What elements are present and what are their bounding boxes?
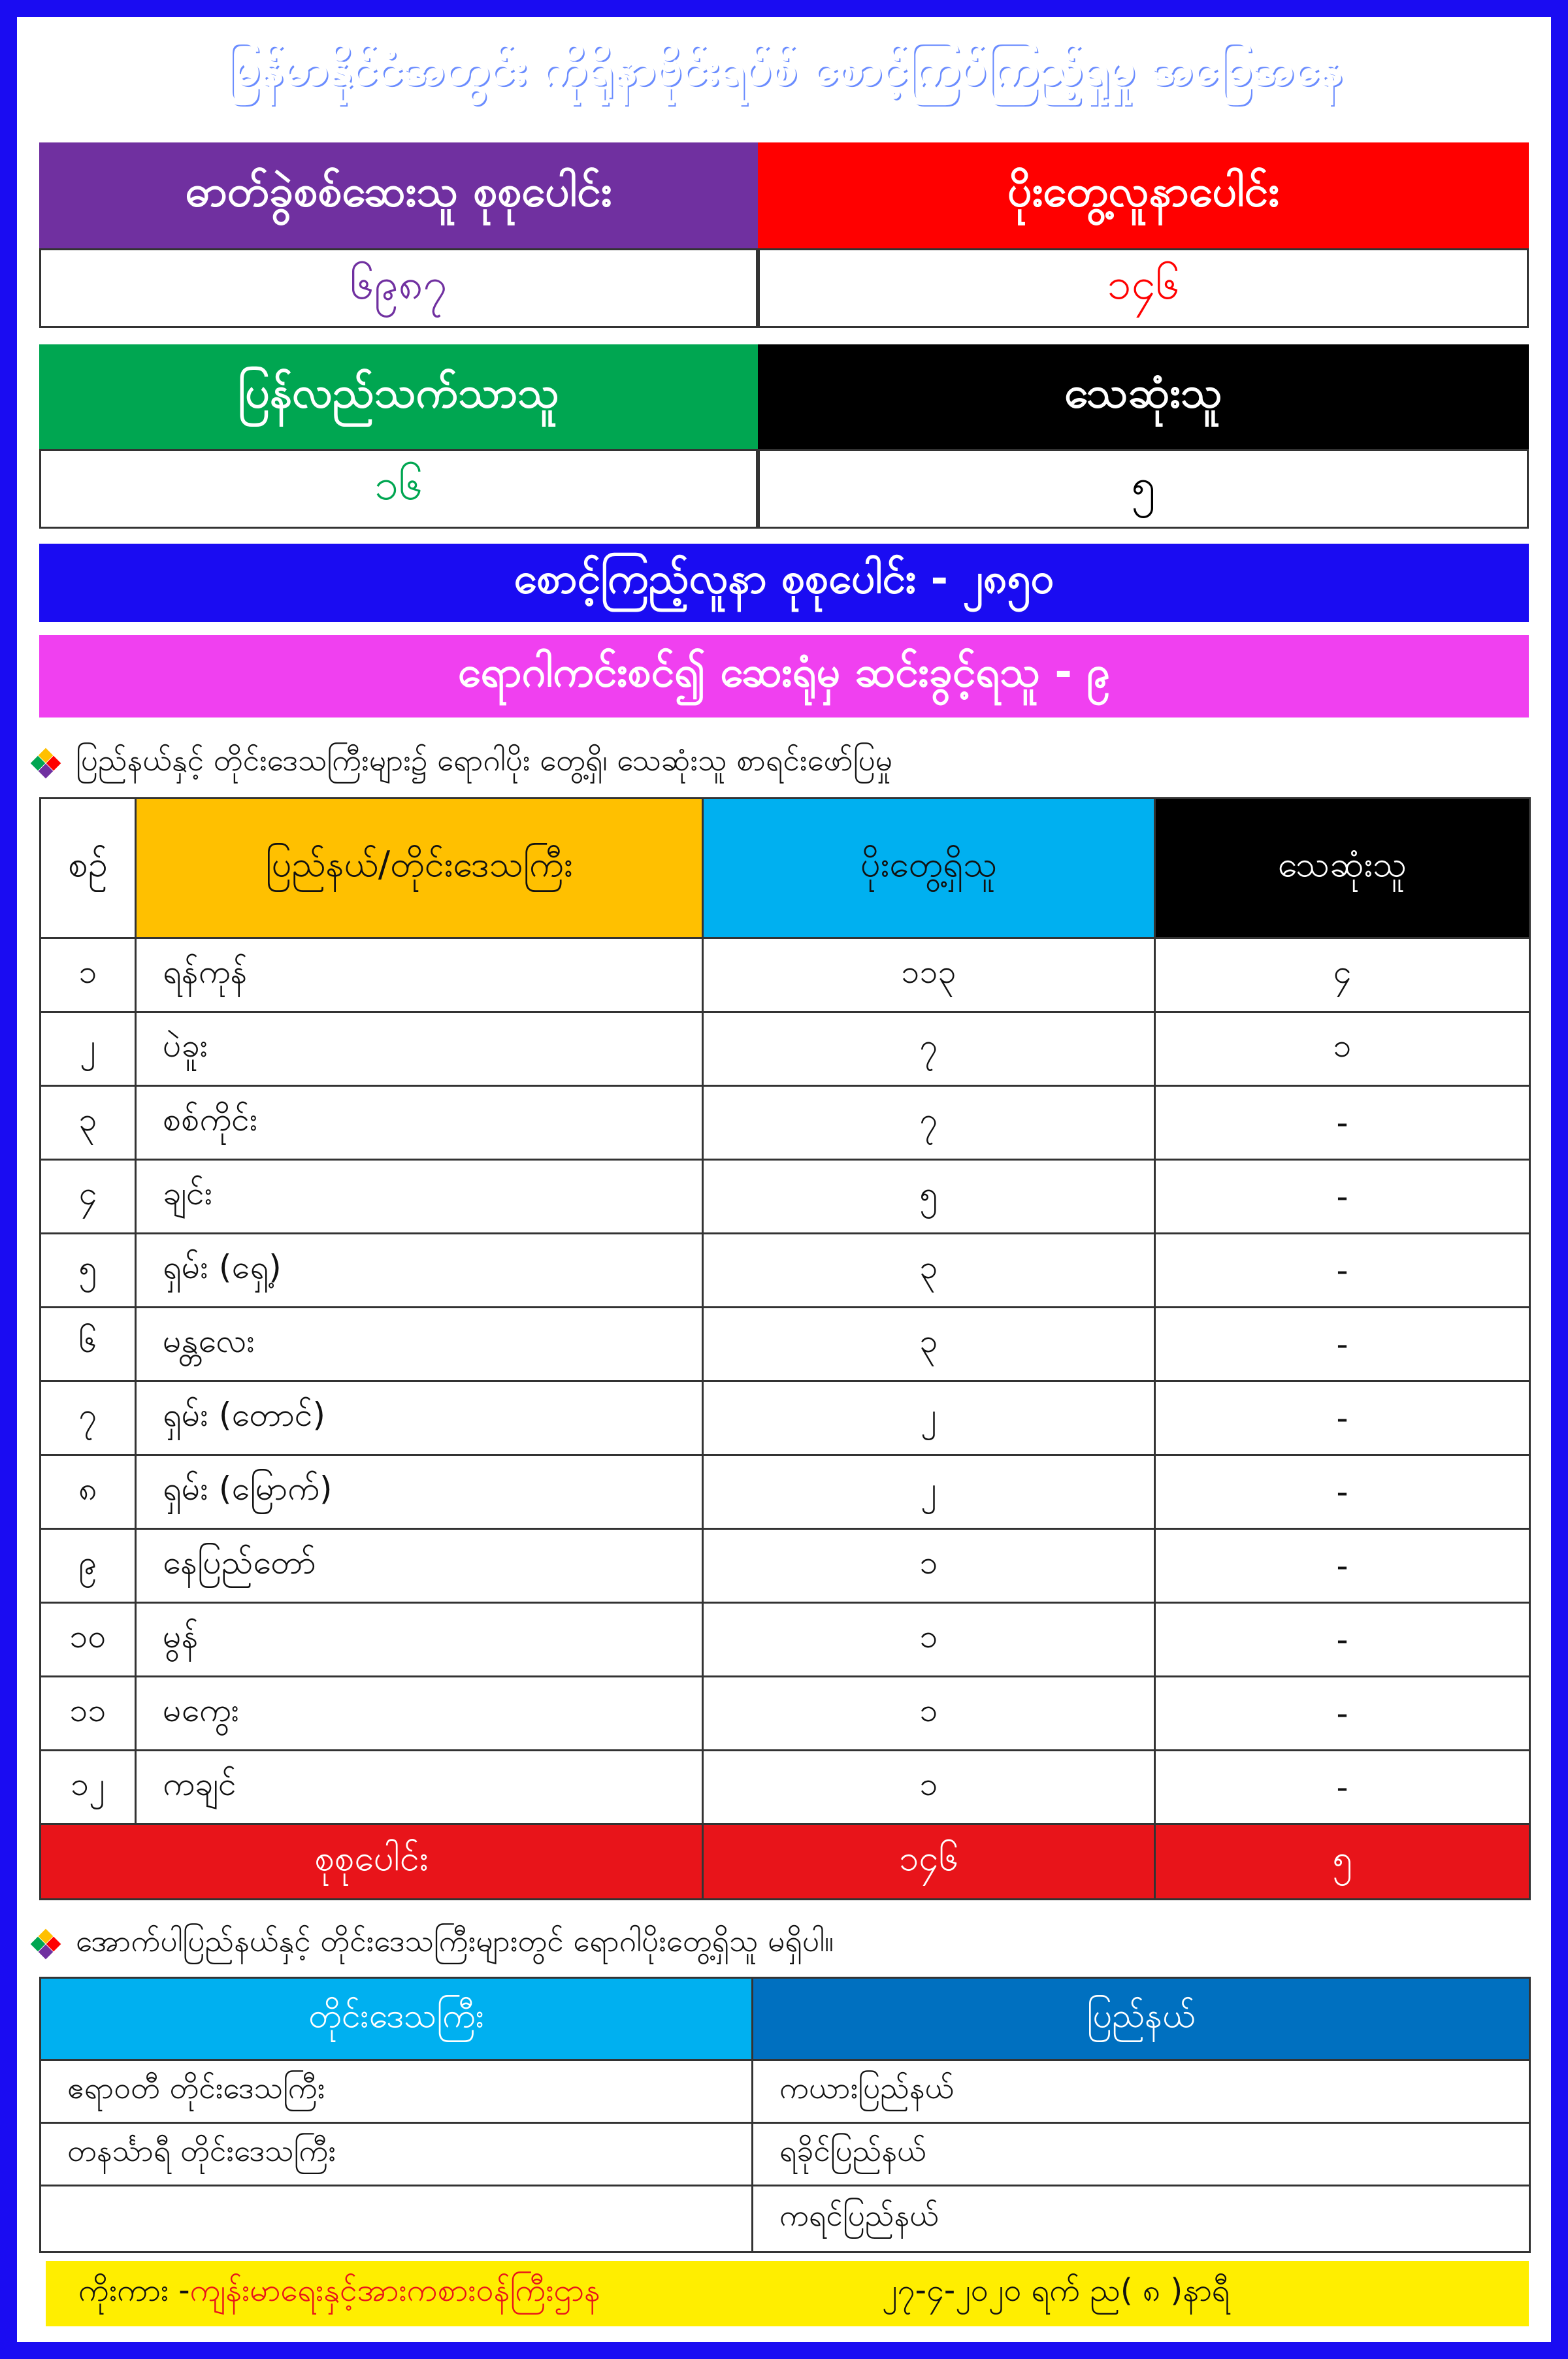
row-region: နေပြည်တော် (136, 1529, 703, 1603)
row-confirmed: ၁ (703, 1677, 1155, 1751)
discharged-banner: ရောဂါကင်းစင်၍ ဆေးရုံမှ ဆင်းခွင့်ရသူ - ၉ (39, 635, 1529, 718)
free-region: ဧရာဝတီ တိုင်းဒေသကြီး (41, 2060, 753, 2123)
tested-value: ၆၉၈၇ (39, 248, 758, 328)
header-no: စဉ် (41, 799, 136, 938)
deaths-value: ၅ (758, 449, 1529, 529)
free-header-regions: တိုင်းဒေသကြီး (41, 1978, 753, 2060)
total-row (41, 1824, 1530, 1900)
row-confirmed: ၁ (703, 1529, 1155, 1603)
row-confirmed: ၇ (703, 1086, 1155, 1160)
row-region: မကွေး (136, 1677, 703, 1751)
source-label: ကိုးကား - (78, 2272, 190, 2309)
row-no: ၅ (41, 1234, 136, 1308)
row-deaths: - (1155, 1234, 1530, 1308)
row-region: ချင်း (136, 1160, 703, 1234)
total-label: စုစုပေါင်း (41, 1824, 703, 1900)
free-table-header (41, 1978, 1530, 2060)
row-confirmed: ၂ (703, 1381, 1155, 1455)
row-no: ၈ (41, 1455, 136, 1529)
table-row (41, 1234, 1530, 1308)
free-note-text: အောက်ပါပြည်နယ်နှင့် တိုင်းဒေသကြီးများတွင် ရောဂါပိုးတွေ့ရှိသူ မရှိပါ။ (76, 1922, 834, 1958)
free-table-row (41, 2123, 1530, 2186)
total-deaths: ၅ (1155, 1824, 1530, 1900)
row-no: ၁၁ (41, 1677, 136, 1751)
row-confirmed: ၁ (703, 1751, 1155, 1824)
deaths-label: သေဆုံးသူ (758, 344, 1529, 449)
cases-table-header (41, 799, 1530, 938)
row-deaths: ၄ (1155, 938, 1530, 1012)
free-table (39, 1977, 1531, 2253)
free-table-row (41, 2186, 1530, 2252)
row-region: ရှမ်း (တောင်) (136, 1381, 703, 1455)
recovered-label: ပြန်လည်သက်သာသူ (39, 344, 758, 449)
free-region (41, 2186, 753, 2252)
free-region: တနင်္သာရီ တိုင်းဒေသကြီး (41, 2123, 753, 2186)
row-confirmed: ၃ (703, 1234, 1155, 1308)
row-deaths: - (1155, 1751, 1530, 1824)
header-region: ပြည်နယ်/တိုင်းဒေသကြီး (136, 799, 703, 938)
table-row (41, 1751, 1530, 1824)
row-deaths: - (1155, 1455, 1530, 1529)
row-no: ၆ (41, 1308, 136, 1381)
diamond-bullet-icon (33, 750, 59, 776)
row-deaths: - (1155, 1603, 1530, 1677)
row-deaths: - (1155, 1086, 1530, 1160)
free-note (33, 1918, 834, 1970)
row-deaths: - (1155, 1381, 1530, 1455)
row-region: မန္တလေး (136, 1308, 703, 1381)
source-text: ကျန်းမာရေးနှင့်အားကစားဝန်ကြီးဌာန (189, 2272, 600, 2309)
table-row (41, 1308, 1530, 1381)
row-no: ၂ (41, 1012, 136, 1086)
observation-banner: စောင့်ကြည့်လူနာ စုစုပေါင်း - ၂၈၅၀ (39, 544, 1529, 622)
diamond-bullet-icon (33, 1931, 59, 1957)
table-row (41, 1677, 1530, 1751)
row-no: ၁၀ (41, 1603, 136, 1677)
cases-table (39, 797, 1531, 1900)
table-row (41, 1086, 1530, 1160)
row-region: ကချင် (136, 1751, 703, 1824)
row-region: ရှမ်း (မြောက်) (136, 1455, 703, 1529)
row-no: ၁၂ (41, 1751, 136, 1824)
row-deaths: - (1155, 1677, 1530, 1751)
row-no: ၉ (41, 1529, 136, 1603)
row-confirmed: ၇ (703, 1012, 1155, 1086)
header-confirmed: ပိုးတွေ့ရှိသူ (703, 799, 1155, 938)
table-row (41, 1381, 1530, 1455)
row-confirmed: ၁၁၃ (703, 938, 1155, 1012)
table-note (33, 737, 892, 789)
table-note-text: ပြည်နယ်နှင့် တိုင်းဒေသကြီးများ၌ ရောဂါပိုး တွေ့ရှိ၊ သေဆုံးသူ စာရင်းဖော်ပြမှု (76, 742, 892, 778)
table-row (41, 1160, 1530, 1234)
table-row (41, 1012, 1530, 1086)
row-no: ၄ (41, 1160, 136, 1234)
table-row (41, 1529, 1530, 1603)
row-confirmed: ၅ (703, 1160, 1155, 1234)
free-state: ကယားပြည်နယ် (753, 2060, 1530, 2123)
row-no: ၇ (41, 1381, 136, 1455)
total-confirmed: ၁၄၆ (703, 1824, 1155, 1900)
report-date: ၂၇-၄-၂၀၂၀ ရက် ည( ၈ )နာရီ (882, 2272, 1230, 2309)
row-confirmed: ၃ (703, 1308, 1155, 1381)
table-row (41, 1603, 1530, 1677)
footer (46, 2261, 1529, 2326)
header-deaths: သေဆုံးသူ (1155, 799, 1530, 938)
row-deaths: - (1155, 1308, 1530, 1381)
confirmed-label: ပိုးတွေ့လူနာပေါင်း (758, 142, 1529, 248)
row-no: ၁ (41, 938, 136, 1012)
recovered-value: ၁၆ (39, 449, 758, 529)
table-row (41, 1455, 1530, 1529)
row-no: ၃ (41, 1086, 136, 1160)
confirmed-value: ၁၄၆ (758, 248, 1529, 328)
free-state: ကရင်ပြည်နယ် (753, 2186, 1530, 2252)
page-title: မြန်မာနိုင်ငံအတွင်း ကိုရိုနာဗိုင်းရပ်စ် စောင့်ကြပ်ကြည့်ရှုမှု အခြေအနေ (225, 41, 1343, 95)
row-deaths: - (1155, 1529, 1530, 1603)
table-row (41, 938, 1530, 1012)
row-confirmed: ၁ (703, 1603, 1155, 1677)
row-region: ရှမ်း (ရှေ့) (136, 1234, 703, 1308)
row-region: မွန် (136, 1603, 703, 1677)
row-region: စစ်ကိုင်း (136, 1086, 703, 1160)
row-deaths: ၁ (1155, 1012, 1530, 1086)
free-table-row (41, 2060, 1530, 2123)
row-deaths: - (1155, 1160, 1530, 1234)
row-region: ပဲခူး (136, 1012, 703, 1086)
free-state: ရခိုင်ပြည်နယ် (753, 2123, 1530, 2186)
row-region: ရန်ကုန် (136, 938, 703, 1012)
free-header-states: ပြည်နယ် (753, 1978, 1530, 2060)
row-confirmed: ၂ (703, 1455, 1155, 1529)
tested-label: ဓာတ်ခွဲစစ်ဆေးသူ စုစုပေါင်း (39, 142, 758, 248)
